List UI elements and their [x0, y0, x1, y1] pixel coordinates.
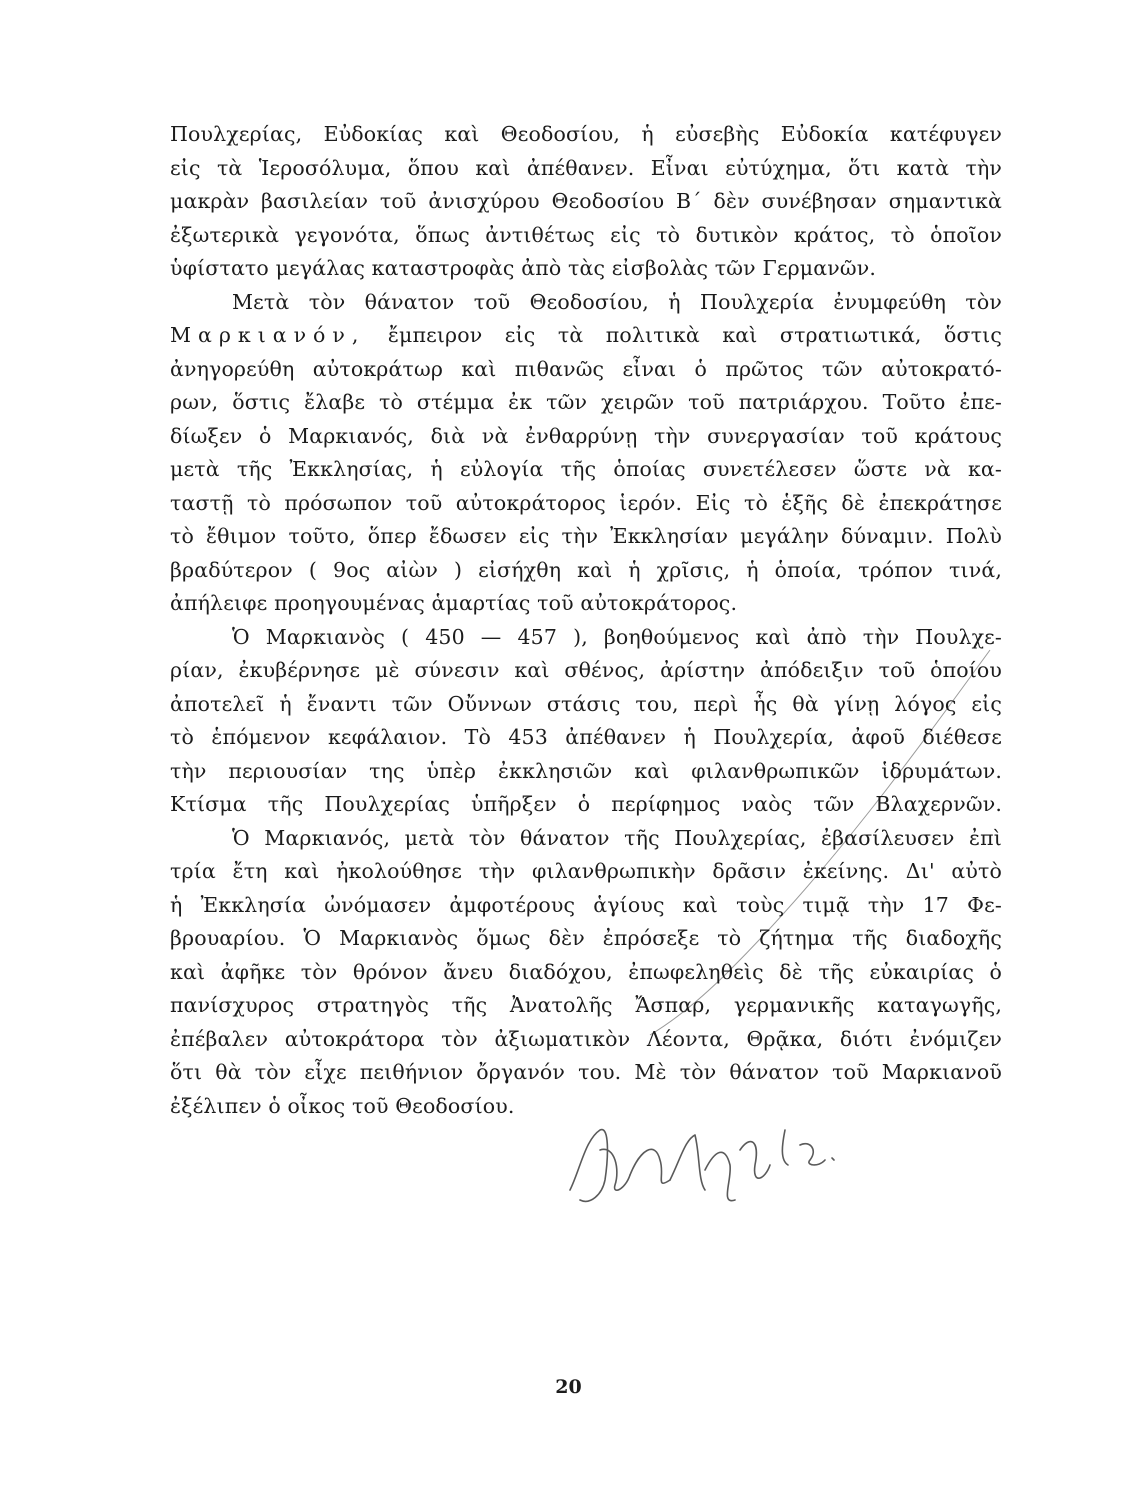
text-line: ἐξωτερικὰ γεγονότα, ὅπως ἀντιθέτως εἰς τὸ δυτικὸν κράτος, τὸ ὁποῖον: [170, 222, 1002, 247]
text-line-rest: ἔμπειρον εἰς τὰ πολιτικὰ καὶ στρατιωτικά, ὅστις: [387, 323, 1003, 347]
text-line: ὑφίστατο μεγάλας καταστροφὰς ἀπὸ τὰς εἰσβολὰς τῶν Γερμανῶν.: [170, 256, 877, 280]
text-line: ταστῇ τὸ πρόσωπον τοῦ αὐτοκράτορος ἱερόν. Εἰς τὸ ἑξῆς δὲ ἐπεκράτησε: [170, 490, 1002, 515]
text-line: ρίαν, ἐκυβέρνησε μὲ σύνεσιν καὶ σθένος, ἀρίστην ἀπόδειξιν τοῦ ὁποίου: [170, 658, 1002, 682]
text-line: Ὁ Μαρκιανός, μετὰ τὸν θάνατον τῆς Πουλχερίας, ἐβασίλευσεν ἐπὶ: [232, 825, 1002, 850]
text-line: Ὁ Μαρκιανὸς ( 450 — 457 ), βοηθούμενος καὶ ἀπὸ τὴν Πουλχε-: [232, 624, 1002, 649]
text-line-with-spaced-name: [170, 319, 1002, 353]
text-line: Κτίσμα τῆς Πουλχερίας ὑπῆρξεν ὁ περίφημος ναὸς τῶν Βλαχερνῶν.: [170, 792, 1002, 816]
text-line: ἀποτελεῖ ἡ ἔναντι τῶν Οὔννων στάσις του, περὶ ἧς θὰ γίνῃ λόγος εἰς: [170, 691, 1002, 716]
text-line: δίωξεν ὁ Μαρκιανός, διὰ νὰ ἐνθαρρύνῃ τὴν συνεργασίαν τοῦ κράτους: [170, 423, 1002, 448]
spaced-name: Μαρκιανόν,: [170, 323, 366, 347]
text-line: ἡ Ἐκκλησία ὠνόμασεν ἀμφοτέρους ἁγίους καὶ τοὺς τιμᾷ τὴν 17 Φε-: [170, 892, 1002, 917]
text-line: ρων, ὅστις ἔλαβε τὸ στέμμα ἐκ τῶν χειρῶν τοῦ πατριάρχου. Τοῦτο ἐπε-: [170, 390, 1002, 414]
text-line: ἀνηγορεύθη αὐτοκράτωρ καὶ πιθανῶς εἶναι ὁ πρῶτος τῶν αὐτοκρατό-: [170, 356, 1002, 381]
text-line: εἰς τὰ Ἱεροσόλυμα, ὅπου καὶ ἀπέθανεν. Εἶναι εὐτύχημα, ὅτι κατὰ τὴν: [170, 155, 1002, 180]
text-line: βραδύτερον ( 9ος αἰὼν ) εἰσήχθη καὶ ἡ χρῖσις, ἡ ὁποία, τρόπον τινά,: [170, 557, 1002, 582]
text-line: ἀπήλειφε προηγουμένας ἁμαρτίας τοῦ αὐτοκράτορος.: [170, 591, 738, 615]
text-line: καὶ ἀφῆκε τὸν θρόνον ἄνευ διαδόχου, ἐπωφεληθεὶς δὲ τῆς εὐκαιρίας ὁ: [170, 959, 1002, 984]
text-line: ἐξέλιπεν ὁ οἶκος τοῦ Θεοδοσίου.: [170, 1093, 515, 1118]
text-line: Πουλχερίας, Εὐδοκίας καὶ Θεοδοσίου, ἡ εὐσεβὴς Εὐδοκία κατέφυγεν: [170, 122, 1002, 146]
text-line: μακρὰν βασιλείαν τοῦ ἀνισχύρου Θεοδοσίου Β΄ δὲν συνέβησαν σημαντικὰ: [170, 189, 1002, 213]
text-line: βρουαρίου. Ὁ Μαρκιανὸς ὅμως δὲν ἐπρόσεξε τὸ ζήτημα τῆς διαδοχῆς: [170, 926, 1002, 950]
handwritten-signature: [560, 1110, 850, 1220]
text-line: τὴν περιουσίαν της ὑπὲρ ἐκκλησιῶν καὶ φιλανθρωπικῶν ἱδρυμάτων.: [170, 758, 1002, 783]
text-line: ἐπέβαλεν αὐτοκράτορα τὸν ἀξιωματικὸν Λέοντα, Θρᾷκα, διότι ἐνόμιζεν: [170, 1026, 1002, 1051]
text-line: μετὰ τῆς Ἐκκλησίας, ἡ εὐλογία τῆς ὁποίας συνετέλεσεν ὥστε νὰ κα-: [170, 457, 1002, 481]
text-line: ὅτι θὰ τὸν εἶχε πειθήνιον ὄργανόν του. Μὲ τὸν θάνατον τοῦ Μαρκιανοῦ: [170, 1060, 1002, 1084]
text-line: τὸ ἔθιμον τοῦτο, ὅπερ ἔδωσεν εἰς τὴν Ἐκκλησίαν μεγάλην δύναμιν. Πολὺ: [170, 524, 1002, 548]
text-line: τὸ ἑπόμενον κεφάλαιον. Τὸ 453 ἀπέθανεν ἡ Πουλχερία, ἀφοῦ διέθεσε: [170, 725, 1002, 749]
text-line: τρία ἔτη καὶ ἠκολούθησε τὴν φιλανθρωπικὴν δρᾶσιν ἐκείνης. Δι' αὐτὸ: [170, 859, 1002, 883]
text-line: Μετὰ τὸν θάνατον τοῦ Θεοδοσίου, ἡ Πουλχερία ἐνυμφεύθη τὸν: [232, 289, 1002, 314]
page-number: 20: [555, 1376, 582, 1398]
body-text: [170, 118, 1002, 1123]
text-line: πανίσχυρος στρατηγὸς τῆς Ἀνατολῆς Ἄσπαρ, γερμανικῆς καταγωγῆς,: [170, 993, 1002, 1017]
